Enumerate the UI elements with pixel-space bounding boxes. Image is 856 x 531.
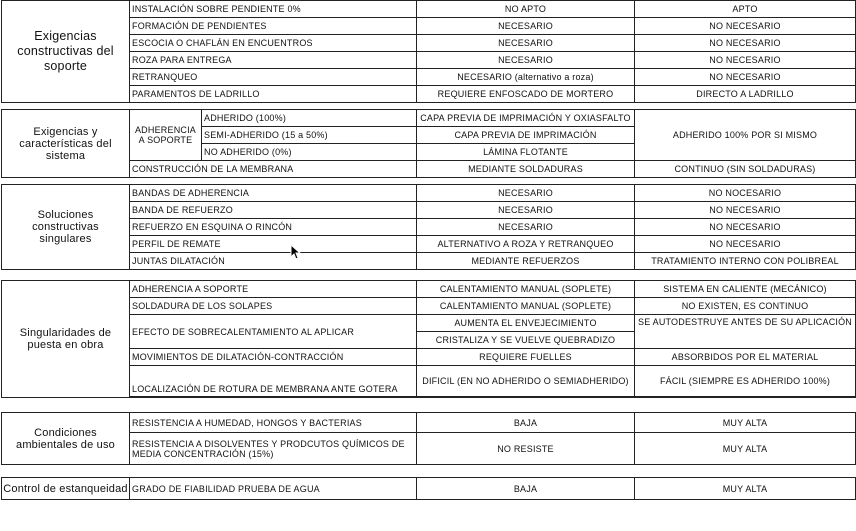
cell-value: NO NECESARIO	[635, 69, 856, 86]
cell-value: MUY ALTA	[635, 478, 856, 500]
row-label: ESCOCIA O CHAFLÁN EN ENCUENTROS	[130, 35, 417, 52]
section-spacer	[2, 103, 856, 110]
table-row	[2, 413, 856, 433]
table-row	[2, 253, 856, 270]
cell-value: NO NECESARIO	[635, 18, 856, 35]
row-label: BANDAS DE ADHERENCIA	[130, 185, 417, 202]
table-row	[2, 433, 856, 465]
cell-value: NECESARIO	[417, 219, 635, 236]
cell-value: MEDIANTE REFUERZOS	[417, 253, 635, 270]
row-label: EFECTO DE SOBRECALENTAMIENTO AL APLICAR	[130, 315, 417, 349]
comparison-table	[1, 0, 856, 500]
sub-label: SEMI-ADHERIDO (15 a 50%)	[202, 127, 417, 144]
section-title: Soluciones constructivas singulares	[2, 185, 130, 270]
row-label: FORMACIÓN DE PENDIENTES	[130, 18, 417, 35]
cell-value: APTO	[635, 1, 856, 18]
row-label: ADHERENCIA A SOPORTE	[130, 110, 202, 161]
cell-value: NO NECESARIO	[635, 236, 856, 253]
cell-value: BAJA	[417, 413, 635, 433]
table-row	[2, 52, 856, 69]
cell-value: REQUIERE FUELLES	[417, 349, 635, 366]
cell-value: NO NECESARIO	[635, 219, 856, 236]
cell-value: REQUIERE ENFOSCADO DE MORTERO	[417, 86, 635, 103]
sub-label: ADHERIDO (100%)	[202, 110, 417, 127]
table-row	[2, 86, 856, 103]
cell-value: CALENTAMIENTO MANUAL (SOPLETE)	[417, 281, 635, 298]
cell-value: TRATAMIENTO INTERNO CON POLIBREAL	[635, 253, 856, 270]
cell-value: ADHERIDO 100% POR SI MISMO	[635, 110, 856, 161]
table-row	[2, 202, 856, 219]
cell-value: NO RESISTE	[417, 433, 635, 465]
cell-value: MUY ALTA	[635, 413, 856, 433]
row-label: JUNTAS DILATACIÓN	[130, 253, 417, 270]
spacer-cell	[2, 178, 856, 185]
section-title: Control de estanqueidad	[2, 478, 130, 500]
row-label: REFUERZO EN ESQUINA O RINCÓN	[130, 219, 417, 236]
cell-value: BAJA	[417, 478, 635, 500]
cell-value: NECESARIO	[417, 185, 635, 202]
cell-value: NO NECESARIO	[635, 52, 856, 69]
table-row	[2, 35, 856, 52]
cell-value: NO NOCESARIO	[635, 185, 856, 202]
row-label: LOCALIZACIÓN DE ROTURA DE MEMBRANA ANTE GOTERA	[130, 366, 417, 397]
table-row	[2, 315, 856, 332]
spacer-cell	[2, 103, 856, 110]
table-row	[2, 478, 856, 500]
section-spacer	[2, 270, 856, 281]
cell-value: NECESARIO	[417, 35, 635, 52]
cell-value: FÁCIL (SIEMPRE ES ADHERIDO 100%)	[635, 366, 856, 397]
section-spacer	[2, 398, 856, 413]
cell-value: MUY ALTA	[635, 433, 856, 465]
spacer-cell	[2, 465, 856, 478]
spacer-cell	[2, 398, 856, 413]
cell-value: NECESARIO (alternativo a roza)	[417, 69, 635, 86]
row-label: ADHERENCIA A SOPORTE	[130, 281, 417, 298]
table-row	[2, 1, 856, 18]
row-label: PERFIL DE REMATE	[130, 236, 417, 253]
row-label: ROZA PARA ENTREGA	[130, 52, 417, 69]
cell-value: CALENTAMIENTO MANUAL (SOPLETE)	[417, 298, 635, 315]
table-row	[2, 219, 856, 236]
row-label: SOLDADURA DE LOS SOLAPES	[130, 298, 417, 315]
cell-value: NECESARIO	[417, 202, 635, 219]
cell-value: CRISTALIZA Y SE VUELVE QUEBRADIZO	[417, 332, 635, 349]
cell-value: DIFICIL (EN NO ADHERIDO O SEMIADHERIDO)	[417, 366, 635, 397]
cell-value: AUMENTA EL ENVEJECIMIENTO	[417, 315, 635, 332]
cell-value: CONTINUO (SIN SOLDADURAS)	[635, 161, 856, 178]
section-title: Exigencias constructivas del soporte	[2, 1, 130, 103]
cell-value: NO APTO	[417, 1, 635, 18]
cell-value: ALTERNATIVO A ROZA Y RETRANQUEO	[417, 236, 635, 253]
table-row	[2, 161, 856, 178]
cell-value: NECESARIO	[417, 52, 635, 69]
row-label: INSTALACIÓN SOBRE PENDIENTE 0%	[130, 1, 417, 18]
table-row	[2, 69, 856, 86]
row-label: GRADO DE FIABILIDAD PRUEBA DE AGUA	[130, 478, 417, 500]
row-label: RESISTENCIA A HUMEDAD, HONGOS Y BACTERIAS	[130, 413, 417, 433]
section-title: Exigencias y características del sistema	[2, 110, 130, 178]
section-spacer	[2, 178, 856, 185]
section-title: Singularidades de puesta en obra	[2, 281, 130, 398]
cell-value: LÁMINA FLOTANTE	[417, 144, 635, 161]
cell-value: NECESARIO	[417, 18, 635, 35]
cell-value: DIRECTO A LADRILLO	[635, 86, 856, 103]
section-title: Condiciones ambientales de uso	[2, 413, 130, 465]
row-label: RESISTENCIA A DISOLVENTES Y PRODCUTOS QUÍMICOS DE MEDIA CONCENTRACIÓN (15%)	[130, 433, 417, 465]
spacer-cell	[2, 270, 856, 281]
row-label: MOVIMIENTOS DE DILATACIÓN-CONTRACCIÓN	[130, 349, 417, 366]
cell-value: CAPA PREVIA DE IMPRIMACIÓN Y OXIASFALTO	[417, 110, 635, 127]
table-row	[2, 110, 856, 127]
cell-value: NO NECESARIO	[635, 202, 856, 219]
cell-value: CAPA PREVIA DE IMPRIMACIÓN	[417, 127, 635, 144]
cell-value: SE AUTODESTRUYE ANTES DE SU APLICACIÓN	[635, 315, 856, 349]
row-label: RETRANQUEO	[130, 69, 417, 86]
table-row	[2, 236, 856, 253]
table-row	[2, 185, 856, 202]
cell-value: MEDIANTE SOLDADURAS	[417, 161, 635, 178]
table-row	[2, 18, 856, 35]
table-row	[2, 366, 856, 397]
row-label: PARAMENTOS DE LADRILLO	[130, 86, 417, 103]
cell-value: SISTEMA EN CALIENTE (MECÁNICO)	[635, 281, 856, 298]
table-row	[2, 298, 856, 315]
section-spacer	[2, 465, 856, 478]
sub-label: NO ADHERIDO (0%)	[202, 144, 417, 161]
table-row	[2, 281, 856, 298]
cell-value: NO EXISTEN, ES CONTINUO	[635, 298, 856, 315]
row-label: CONSTRUCCIÓN DE LA MEMBRANA	[130, 161, 417, 178]
cell-value: NO NECESARIO	[635, 35, 856, 52]
cell-value: ABSORBIDOS POR EL MATERIAL	[635, 349, 856, 366]
table-row	[2, 349, 856, 366]
row-label: BANDA DE REFUERZO	[130, 202, 417, 219]
